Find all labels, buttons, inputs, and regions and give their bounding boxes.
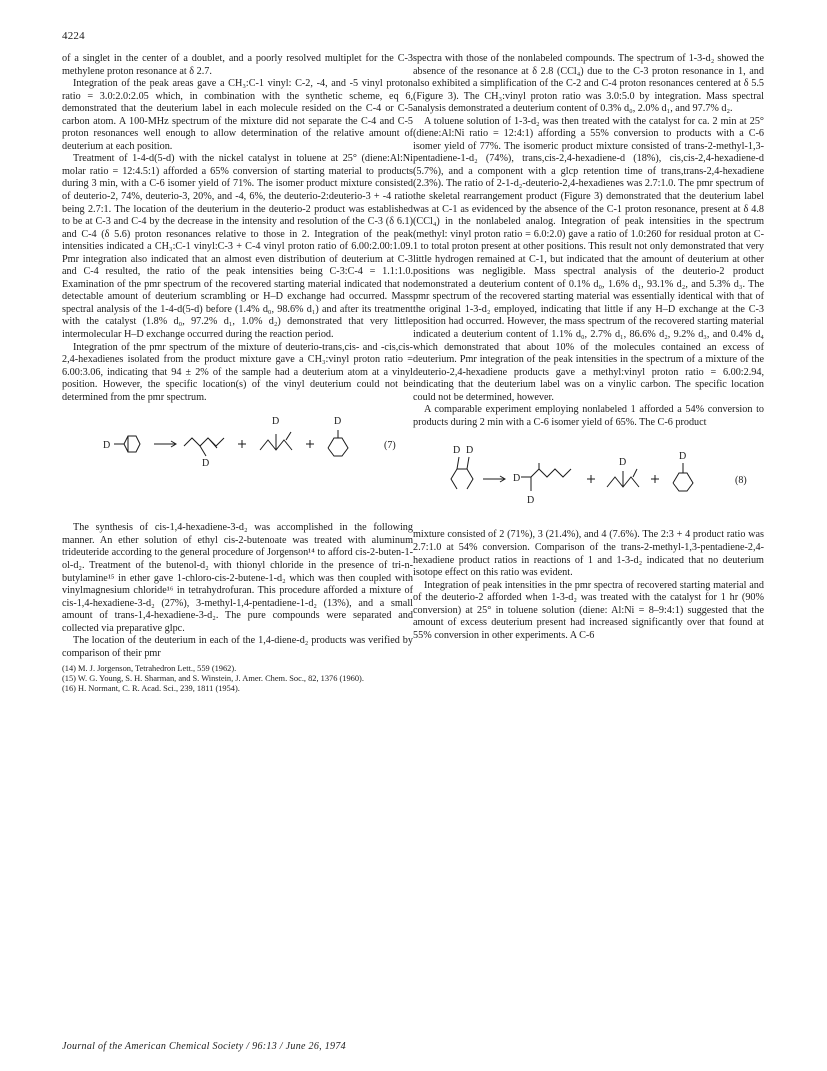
paragraph: spectra with those of the nonlabeled compounds. The spectrum of 1-3-d₂ showed the absence of the resonance at δ 2.8 (CCl₄) due to the C-3 proton resonance in 1, and also exhibited a simplification of the C-2 and C-4 proton resonances centered at δ 5.5 (Figure 3). The CH₃:vinyl proton ratio was 3.0:5.0 by integration. Mass spectral analysis demonstrated a deuterium content of 0.3% d₀, 2.0% d₁, and 97.7% d₂. [413,53,764,115]
deuterium-label: D [334,416,342,428]
reference-item: (16) H. Normant, C. R. Acad. Sci., 239, 1811 (1954). [62,684,240,694]
left-column [62,53,413,694]
equation-number: (7) [384,440,396,452]
paragraph: Integration of peak intensities in the pmr spectra of recovered starting material and of the deuterio-2 afforded when 1-3-d₂ was treated with the catalyst for 1 hr (90% conversion) at 25° in toluene solution (diene: Al:Ni = 8–9:4:1) suggested that the amount of excess deuterium present had increased significantly over that found at 55% conversion in other experiments. A C-6 [413,579,764,641]
paragraph: The location of the deuterium in each of the 1,4-diene-d₂ products was verified by comparison of their pmr [62,635,413,659]
paragraph: Treatment of 1-4-d(5-d) with the nickel catalyst in toluene at 25° (diene:Al:Ni molar ratio = 12:4.5:1) afforded a 65% conversion of starting material to products during 3 min, with a C-6 isomer yield of 71%. The isomer product mixture consisted of deuterio-2, 74%, deuterio-3, 20%, and -4, 6%, the deuterio-2:deuterio-3 + -4 ratio being 2.7:1. The location of the deuterium in the deuterio-2 product was established to be at C-3 and C-4 by the decrease in the intensity and resolution of the C-3 (δ 6.1) and C-4 (δ 5.6) proton resonances relative to those in 2. Integration of the peak intensities indicated a CH₃:C-1 vinyl:C-3 + C-4 vinyl proton ratio of 6.00:2.00:1.09. Pmr integration also indicated that an almost even distribution of deuterium at C-3 and C-4 resulted, the ratio of the peak intensities being C-3:C-4 = 1.1:1.0. Examination of the pmr spectrum of the recovered starting material indicated that no detectable amount of deuterium scrambling or H–D exchange had occurred. Mass spectral analysis of the 1-4-d(5-d) before (1.4% d₀, 98.6% d₁) and after its treatment with the catalyst (1.8% d₀, 97.2% d₁, 1.0% d₂) demonstrated that very little intermolecular H–D exchange occurred during the reaction period. [62,153,413,341]
reference-item: (15) W. G. Young, S. H. Sharman, and S. Winstein, J. Amer. Chem. Soc., 82, 1376 (1960). [62,674,364,684]
scheme-7-drawing [62,404,413,522]
deuterium-label: D [679,451,687,463]
paragraph: mixture consisted of 2 (71%), 3 (21.4%), and 4 (7.6%). The 2:3 + 4 product ratio was 2.7:1.0 at 54% conversion. Comparison of the trans-2-methyl-1,3-pentadiene-2,4-hexadiene product ratios in reactions of 1 and 1-3-d₂ indicated that no deuterium isotope effect on this ratio was evident. [413,529,764,579]
deuterium-label: D [527,495,535,507]
scheme-8-drawing [413,429,764,529]
reference-item: (14) M. J. Jorgenson, Tetrahedron Lett., 559 (1962). [62,664,237,674]
deuterium-label: D [202,458,210,470]
paragraph: A toluene solution of 1-3-d₂ was then treated with the catalyst for ca. 2 min at 25° (diene:Al:Ni ratio = 12:4:1) affording a 55% conversion to products with a C-6 isomer yield of 77%. The isomeric product mixture consisted of trans-2-methyl-1,3-pentadiene-1-d₂ (74%), trans,cis-2,4-hexadiene-d (18%), cis,cis-2,4-hexadiene-d (5.7%), and a component with a glcp retention time of trans,trans-2,4-hexadiene (2.3%). The ratio of 2-1-d₂-deuterio-2,4-hexadienes was 2.7:1.0. The pmr spectrum of the skeletal rearrangement product (Figure 3) demonstrated that the deuterium label was at C-1 as evidenced by the absence of the C-1 proton resonance, present at δ 4.8 (CCl₄) in the nonlabeled analog. Integration of peak intensities in the spectrum (methyl: vinyl proton ratio = 6.0:2.0) gave a ratio of 1.0:260 for residual proton at C-1 to total proton present at other positions. This result not only demonstrated that very little hydrogen remained at C-1, but indicated that the amount of deuterium at other positions was negligible. Mass spectral analysis of the deuterio-2 product demonstrated a deuterium content of 0.1% d₀, 1.6% d₁, 93.1% d₂, and 5.3% d₃. The pmr spectrum of the recovered starting material was essentially identical with that of the original 1-3-d₂ employed, indicating that little if any H–D exchange at the C-3 position had occurred. However, the mass spectrum of the recovered starting material indicated a deuterium content of 1.1% d₀, 2.7% d₁, 86.6% d₂, 9.2% d₃, and 0.4% d₄ which demonstrated that about 10% of the molecules contained an excess of deuterium. Pmr integration of the peak intensities in the spectrum of a mixture of the deuterio-2,4-hexadiene products gave a methyl:vinyl proton ratio = 6.00:2.94, indicating that the deuterium label was on a vinylic carbon. The specific location could not be determined, however. [413,115,764,403]
deuterium-label: D [513,473,521,485]
equation-number: (8) [735,475,747,487]
deuterium-label: D [103,440,111,452]
reaction-scheme-7 [62,404,413,522]
deuterium-label: D [272,416,280,428]
paragraph: The synthesis of cis-1,4-hexadiene-3-d₂ was accomplished in the following manner. An ether solution of ethyl cis-2-butenoate was treated with aluminum trideuteride according to the general procedure of Jorgenson¹⁴ to afford cis-2-buten-1-ol-d₂. Treatment of the butenol-d₂ with thionyl chloride in the presence of tri-n-butylamine¹⁵ in ether gave 1-chloro-cis-2-butene-1-d₂ which was then coupled with vinylmagnesium chloride¹⁶ in tetrahydrofuran. This procedure afforded a mixture of cis-1,4-hexadiene-3-d₂ (27%), 3-methyl-1,4-pentadiene-1-d₂ (13%), and a small amount of trans-1,4-hexadiene-3-d₂. The pure compounds were separated and collected via preparative glpc. [62,522,413,634]
journal-footer: Journal of the American Chemical Society / 96:13 / June 26, 1974 [62,1041,346,1052]
deuterium-label: D [619,457,627,469]
deuterium-label: D [466,445,474,457]
paragraph: of a singlet in the center of a doublet, and a poorly resolved multiplet for the C-3 methylene proton resonance at δ 2.7. [62,53,413,77]
paragraph: A comparable experiment employing nonlabeled 1 afforded a 54% conversion to products during 2 min with a C-6 isomer yield of 65%. The C-6 product [413,404,764,428]
references [62,664,413,694]
reaction-scheme-8 [413,429,764,529]
paragraph: Integration of the pmr spectrum of the mixture of deuterio-trans,cis- and -cis,cis-2,4-hexadienes isolated from the product mixture gave a CH₃:vinyl proton ratio = 6.00:3.06, indicating that 94 ± 2% of the sample had a deuterium atom at a vinyl position. However, the specific location(s) of the vinyl deuterium could not be determined from the pmr spectrum. [62,341,413,403]
deuterium-label: D [453,445,461,457]
paragraph: Integration of the peak areas gave a CH₃:C-1 vinyl: C-2, -4, and -5 vinyl proton ratio = 3.0:2.0:2.05 which, in combination with the synthetic scheme, eq 6, demonstrated that the deuterium label in each molecule resided on the C-4 or C-5 carbon atom. A 100-MHz spectrum of the mixture did not separate the C-4 and C-5 proton resonances well enough to allow determination of the relative amount of deuterium at each position. [62,78,413,152]
page-number: 4224 [62,30,85,42]
right-column [413,53,764,642]
